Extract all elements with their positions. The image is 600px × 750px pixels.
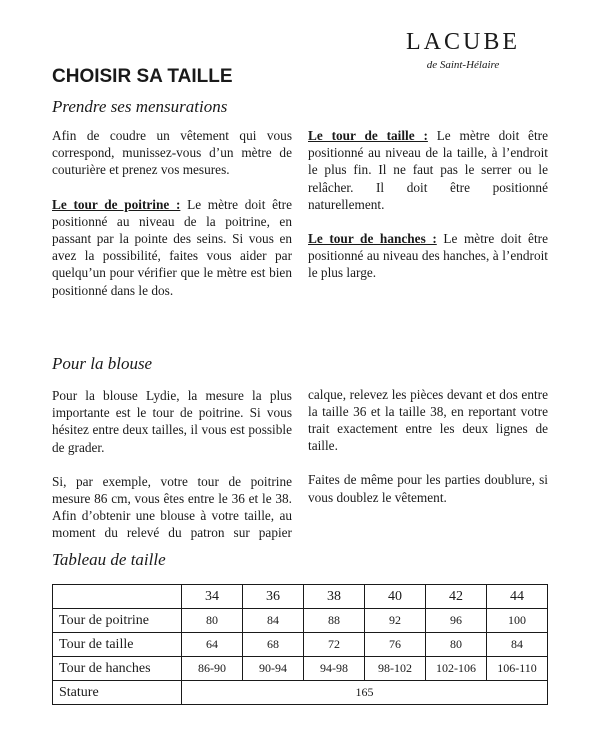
- table-row: [53, 633, 548, 657]
- table-cell: 64: [182, 633, 243, 657]
- size-header-row: [53, 585, 548, 609]
- row-label: Tour de hanches: [53, 657, 182, 681]
- section-heading-blouse: Pour la blouse: [52, 354, 153, 373]
- table-cell: 76: [365, 633, 426, 657]
- mensurations-right-column: [308, 127, 548, 282]
- size-header: 34: [182, 585, 243, 609]
- size-header: 36: [243, 585, 304, 609]
- size-header: 44: [487, 585, 548, 609]
- size-header: 38: [304, 585, 365, 609]
- table-cell: 86-90: [182, 657, 243, 681]
- blouse-paragraph-2-start: Si, par exemple, votre tour de poitrine mesure 86 cm, vous êtes entre le 36 et le 38. Afin d’obtenir une blouse à votre taille, au moment du relevé du patron sur papier: [52, 473, 292, 541]
- row-label: Tour de taille: [53, 633, 182, 657]
- stature-row: [53, 681, 548, 705]
- brand-name: LACUBE: [406, 29, 520, 55]
- table-cell: 102-106: [426, 657, 487, 681]
- brand-subtitle: de Saint-Hélaire: [426, 59, 500, 71]
- table-cell: 88: [304, 609, 365, 633]
- table-cell: 100: [487, 609, 548, 633]
- table-cell: 96: [426, 609, 487, 633]
- table-cell: 94-98: [304, 657, 365, 681]
- mensurations-intro: Afin de coudre un vêtement qui vous correspond, munissez-vous d’un mètre de couturière et prenez vos mesures.: [52, 128, 292, 178]
- taille-text: Le mètre doit être positionné au niveau de la taille, à l’endroit le plus fin. Il ne faut pas le serrer ou le relâcher. Il doit être positionné naturellement.: [308, 128, 548, 212]
- table-cell: 84: [487, 633, 548, 657]
- size-header: 42: [426, 585, 487, 609]
- poitrine-paragraph: [52, 196, 292, 299]
- brand-logo: [392, 28, 534, 72]
- hanches-paragraph: [308, 230, 548, 282]
- section-heading-mensurations: Prendre ses mensurations: [52, 97, 228, 116]
- blouse-flow-continuation: [308, 387, 548, 506]
- table-cell: 106-110: [487, 657, 548, 681]
- table-cell: 98-102: [365, 657, 426, 681]
- table-corner-cell: [53, 585, 182, 609]
- blouse-paragraph-2-continued: calque, relevez les pièces devant et dos entre la taille 36 et la taille 38, en reportant votre trait exactement entre les deux lignes de taille.: [308, 387, 548, 454]
- size-header: 40: [365, 585, 426, 609]
- hanches-label: Le tour de hanches :: [308, 231, 437, 247]
- hanches-text: Le mètre doit être positionné au niveau des hanches, à l’endroit le plus large.: [308, 231, 548, 281]
- table-cell: 68: [243, 633, 304, 657]
- section-heading-tableau: Tableau de taille: [52, 550, 166, 569]
- blouse-left-column: [52, 387, 292, 543]
- table-cell: 92: [365, 609, 426, 633]
- taille-paragraph: [308, 127, 548, 213]
- row-label: Stature: [53, 681, 182, 705]
- poitrine-label: Le tour de poitrine :: [52, 196, 181, 212]
- blouse-paragraph-1: Pour la blouse Lydie, la mesure la plus importante est le tour de poitrine. Si vous hésitez entre deux tailles, il vous est possible de grader.: [52, 388, 292, 455]
- mensurations-left-column: [52, 127, 292, 299]
- size-table: [52, 584, 548, 705]
- poitrine-text: Le mètre doit être positionné au niveau de la poitrine, en passant par la pointe des seins. Si vous en avez la possibilité, faites vous aider par quelqu’un pour vérifier que le mètre est bien positionné dans le dos.: [52, 196, 293, 298]
- table-cell: 90-94: [243, 657, 304, 681]
- blouse-right-column: [308, 387, 548, 543]
- page-title: CHOISIR SA TAILLE: [52, 66, 233, 87]
- row-label: Tour de poitrine: [53, 609, 182, 633]
- stature-value: 165: [182, 681, 548, 705]
- table-row: [53, 657, 548, 681]
- table-row: [53, 609, 548, 633]
- blouse-paragraph-3: Faites de même pour les parties doublure, si vous doublez le vêtement.: [308, 472, 548, 505]
- taille-label: Le tour de taille :: [308, 128, 428, 143]
- table-cell: 84: [243, 609, 304, 633]
- table-cell: 80: [182, 609, 243, 633]
- table-cell: 72: [304, 633, 365, 657]
- table-cell: 80: [426, 633, 487, 657]
